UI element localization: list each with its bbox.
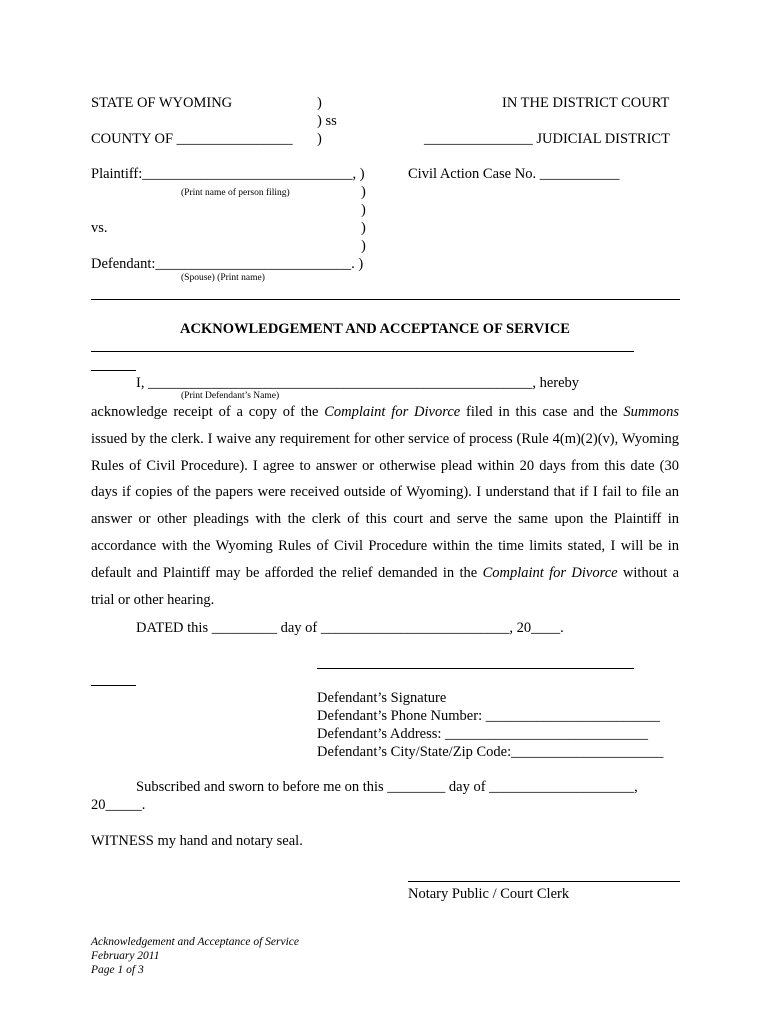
court-label: IN THE DISTRICT COURT <box>502 95 670 111</box>
para-italic: Complaint for Divorce <box>324 404 461 420</box>
signature-line[interactable] <box>317 668 634 669</box>
notary-label: Notary Public / Court Clerk <box>408 886 570 902</box>
caption-paren: ) <box>361 184 366 200</box>
district-field[interactable]: _______________ JUDICIAL DISTRICT <box>424 131 670 147</box>
caption-divider <box>91 299 680 300</box>
caption-paren: ) <box>317 95 322 111</box>
defendant-hint: (Spouse) (Print name) <box>181 273 265 283</box>
para-italic: Summons <box>623 404 679 420</box>
para-text: issued by the clerk. I waive any requirement for other service of process (Rule 4(m)(2)(v), Wyoming Rules of Civil Procedure). I agree to answer or otherwise plead within 20 days from this date (30 days if copies of the papers were received outside of Wyoming). I understand that if I fail to file an answer or other pleadings with the clerk of this court and serve the same upon the Plaintiff in accordance with the Wyoming Rules of Civil Procedure within the time limits stated, I will be in default and Plaintiff may be afforded the relief demanded in the <box>91 430 679 581</box>
defendant-name-field[interactable]: I, _____________________________________________________, hereby <box>136 375 580 391</box>
caption-paren: ) <box>361 238 366 254</box>
phone-field[interactable]: Defendant’s Phone Number: ________________________ <box>317 708 660 724</box>
vs-label: vs. <box>91 220 108 236</box>
signature-label: Defendant’s Signature <box>317 690 447 706</box>
plaintiff-field[interactable]: Plaintiff:_____________________________, ) <box>91 166 365 182</box>
document-title: ACKNOWLEDGEMENT AND ACCEPTANCE OF SERVICE <box>180 321 570 337</box>
case-number-field[interactable]: Civil Action Case No. ___________ <box>408 166 620 182</box>
signature-underline-short <box>91 685 136 686</box>
witness-line: WITNESS my hand and notary seal. <box>91 833 303 849</box>
title-underline-short <box>91 370 136 371</box>
footer-title: Acknowledgement and Acceptance of Service <box>91 936 299 948</box>
sworn-line[interactable]: Subscribed and sworn to before me on this ________ day of ____________________, <box>136 779 638 795</box>
para-text: filed in this case and the <box>460 404 624 420</box>
caption-paren: ) <box>361 202 366 218</box>
address-field[interactable]: Defendant’s Address: ____________________________ <box>317 726 649 742</box>
state-label: STATE OF WYOMING <box>91 95 233 111</box>
defendant-field[interactable]: Defendant:___________________________. ) <box>91 256 364 272</box>
acknowledgement-paragraph <box>91 399 679 613</box>
caption-paren: ) <box>317 131 322 147</box>
sworn-year[interactable]: 20_____. <box>91 797 146 813</box>
county-field[interactable]: COUNTY OF ________________ <box>91 131 293 147</box>
title-underline <box>91 351 634 352</box>
footer-date: February 2011 <box>91 950 160 962</box>
para-italic: Complaint for Divorce <box>482 564 618 581</box>
caption-paren-ss: ) ss <box>317 113 337 129</box>
notary-signature-line[interactable] <box>408 881 680 882</box>
para-text: without a trial or other hearing. <box>91 564 680 608</box>
caption-paren: ) <box>361 220 366 236</box>
para-text: acknowledge receipt of a copy of the <box>91 404 325 420</box>
city-state-zip-field[interactable]: Defendant’s City/State/Zip Code:_____________________ <box>317 744 664 760</box>
footer-page: Page 1 of 3 <box>91 964 144 976</box>
dated-line[interactable]: DATED this _________ day of __________________________, 20____. <box>136 620 564 636</box>
defendant-name-hint: (Print Defendant’s Name) <box>181 391 280 401</box>
plaintiff-hint: (Print name of person filing) <box>181 188 290 198</box>
